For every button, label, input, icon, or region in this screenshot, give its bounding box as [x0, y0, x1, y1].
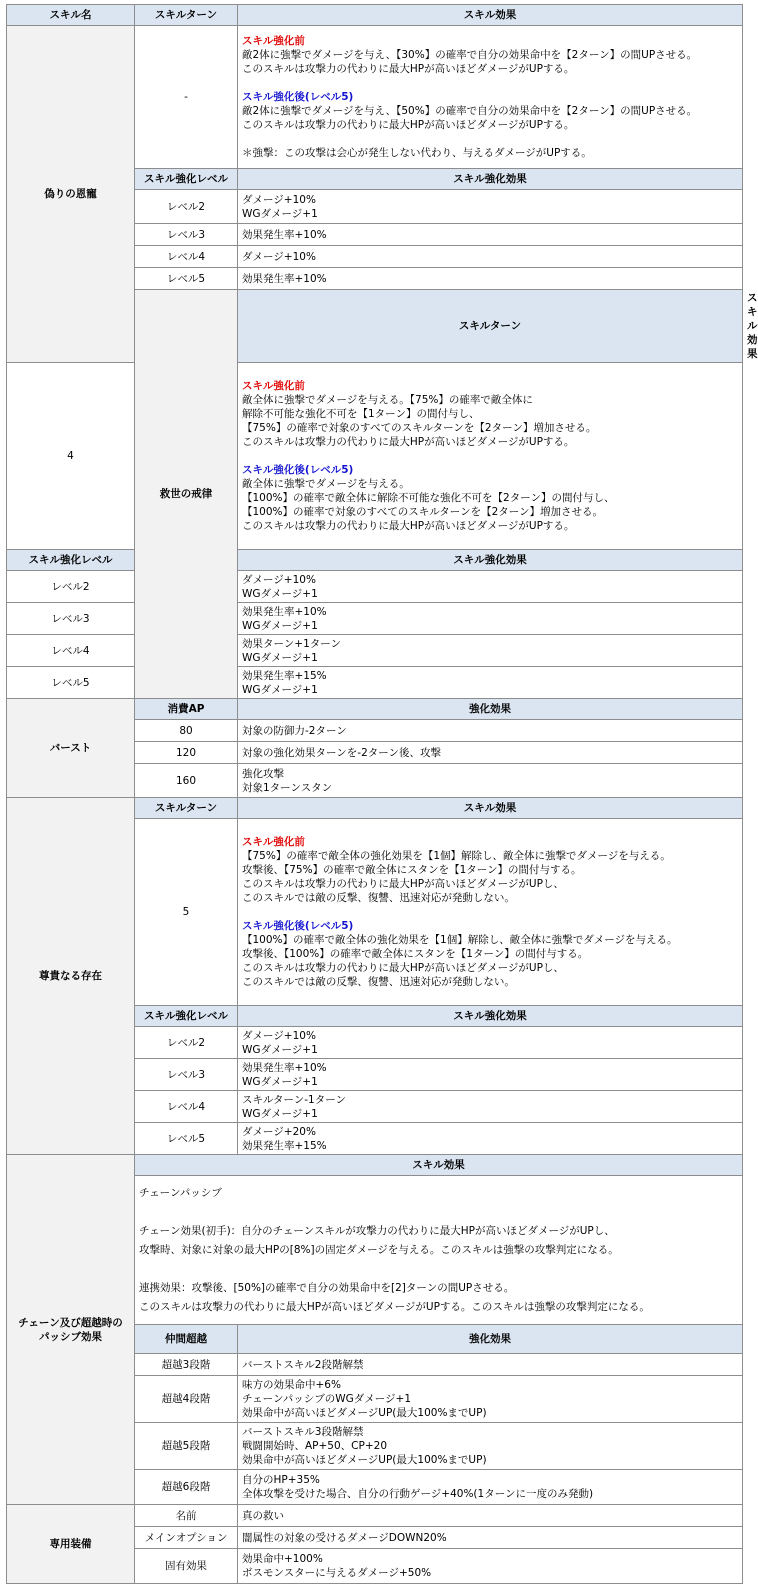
- transcend-header: 仲間超越: [135, 1325, 238, 1354]
- transcend-effect: バーストスキル2段階解禁: [238, 1354, 743, 1376]
- skill3-level: レベル2: [135, 1027, 238, 1059]
- skill2-turn: 4: [7, 363, 135, 550]
- enh-effect-header: スキル強化効果: [238, 550, 743, 571]
- skill1-level-effect: ダメージ+10%: [238, 246, 743, 268]
- skill3-turn: 5: [135, 819, 238, 1006]
- burst-effect: 強化攻撃 対象1ターンスタン: [238, 764, 743, 798]
- equip-name: 専用装備: [7, 1505, 135, 1584]
- enh-level-header: スキル強化レベル: [135, 1006, 238, 1027]
- chain-effect-header: スキル効果: [135, 1155, 743, 1176]
- skill2-level-effect: 効果ターン+1ターン WGダメージ+1: [238, 635, 743, 667]
- burst-ap-header: 消費AP: [135, 699, 238, 720]
- transcend-effect-header: 強化効果: [238, 1325, 743, 1354]
- skill1-level-effect: ダメージ+10% WGダメージ+1: [238, 190, 743, 224]
- skill1-post-text: 敵2体に強撃でダメージを与え、【50%】の確率で自分の効果命中を【2ターン】の間UPさせる。 このスキルは攻撃力の代わりに最大HPが高いほどダメージがUPする。: [242, 105, 698, 131]
- skill1-level: レベル5: [135, 268, 238, 290]
- skill2-effect: [238, 363, 743, 550]
- header-skill-turn: スキルターン: [135, 5, 238, 26]
- equip-label: 固有効果: [135, 1549, 238, 1584]
- enh-effect-header: スキル強化効果: [238, 1006, 743, 1027]
- header-skill-effect: スキル効果: [238, 798, 743, 819]
- skill3-level-effect: スキルターン-1ターン WGダメージ+1: [238, 1091, 743, 1123]
- equip-value: 闇属性の対象の受けるダメージDOWN20%: [238, 1527, 743, 1549]
- post-enhance-label: スキル強化後(レベル5): [242, 920, 354, 932]
- chain-effect-text: チェーン効果(初手)：自分のチェーンスキルが攻撃力の代わりに最大HPが高いほどダメージがUPし、 攻撃時、対象に対象の最大HPの[8%]の固定ダメージを与える。このスキルは強撃の攻撃判定になる。: [139, 1224, 619, 1256]
- header-skill-effect: スキル効果: [238, 5, 743, 26]
- burst-ap: 160: [135, 764, 238, 798]
- post-enhance-label: スキル強化後(レベル5): [242, 91, 354, 103]
- skill3-effect: [238, 819, 743, 1006]
- skill1-turn: -: [135, 26, 238, 169]
- skill3-level: レベル5: [135, 1123, 238, 1155]
- header-skill-name: スキル名: [7, 5, 135, 26]
- skill3-level-effect: ダメージ+10% WGダメージ+1: [238, 1027, 743, 1059]
- enh-effect-header: スキル強化効果: [238, 169, 743, 190]
- skill1-level: レベル4: [135, 246, 238, 268]
- chain-name: チェーン及び超越時の パッシブ効果: [7, 1155, 135, 1505]
- skill2-level-effect: ダメージ+10% WGダメージ+1: [238, 571, 743, 603]
- transcend-stage: 超越5段階: [135, 1423, 238, 1470]
- link-effect-text: 連携効果：攻撃後、[50%]の確率で自分の効果命中を[2]ターンの間UPさせる。 このスキルは攻撃力の代わりに最大HPが高いほどダメージがUPする。このスキルは強撃の攻撃判定になる。: [139, 1281, 650, 1313]
- skill1-note: ＊強撃：この攻撃は会心が発生しない代わり、与えるダメージがUPする。: [242, 147, 592, 159]
- skill-table: スキル名 スキルターン スキル効果 偽りの恩寵 - スキル強化前 敵2体に強撃でダメージを与え、【30%】の確率で自分の効果命中を【2ターン】の間UPさせる。 このスキルは攻撃力の代わりに最大HPが高いほどダメージがUPする。 スキル強化後(レベル5) 敵2体に強撃でダメージを与え、【50%】の確率で自分の効果命中を【2ターン】の間UPさせる。 このスキルは攻撃力の代わりに最大HPが高いほどダメージがUPする。 ＊強撃：この攻撃は会心が発生しない代わり、与えるダメージがUPする。 スキル強化レベル スキル強化効果 レベル2 ダメージ+10% WGダメージ+1 レベル3 効果発生率+10% レベル4 ダメージ+10% レベル5 効果発生率+10% 救世の戒律 スキルターン スキル効果 4 スキル強化前 敵全体に強撃でダメージを与える。【75%】の確率で敵全体に 解除不可能な強化不可を【1ターン】の間付与し、 【75%】の確率で対象のすべてのスキルターンを【2ターン】増加させる。 このスキルは攻撃力の代わりに最大HPが高いほどダメージがUPする。 スキル強化後(レベル5) 敵全体に強撃でダメージを与える。 【100%】の確率で敵全体に解除不可能な強化不可を【2ターン】の間付与し、 【100%】の確率で対象のすべてのスキルターンを【2ターン】増加させる。 このスキルは攻撃力の代わりに最大HPが高いほどダメージがUPする。 スキル強化レベル スキル強化効果 レベル2 ダメージ+10% WGダメージ+1 レベル3 効果発生率+10% WGダメージ+1 レベル4 効果ターン+1ターン WGダメージ+1 レベル5 効果発生率+15% WGダメージ+1 バースト 消費AP 強化効果 80 対象の防御力-2ターン 120 対象の強化効果ターンを-2ターン後、攻撃 160 強化攻撃 対象1ターンスタン 尊貴なる存在 スキルターン スキル効果 5 スキル強化前 【75%】の確率で敵全体の強化効果を【1個】解除し、敵全体に強撃でダメージを与える。 攻撃後、【75%】の確率で敵全体にスタンを【1ターン】の間付与する。 このスキルは攻撃力の代わりに最大HPが高いほどダメージがUPし、 このスキルでは敵の反撃、復讐、迅速対応が発動しない。 スキル強化後(レベル5) 【100%】の確率で敵全体の強化効果を【1個】解除し、敵全体に強撃でダメージを与える。 攻撃後、【100%】の確率で敵全体にスタンを【1ターン】の間付与する。 このスキルは攻撃力の代わりに最大HPが高いほどダメージがUPし、 このスキルでは敵の反撃、復讐、迅速対応が発動しない。 スキル強化レベル スキル強化効果 レベル2 ダメージ+10% WGダメージ+1 レベル3 効果発生率+10% WGダメージ+1 レベル4 スキルターン-1ターン WGダメージ+1 レベル5 ダメージ+20% 効果発生率+15% チェーン及び超越時の パッシブ効果 スキル効果 チェーンパッシブ チェーン効果(初手)：自分のチェーンスキルが攻撃力の代わりに最大HPが高いほどダメージがUPし、 攻撃時、対象に対象の最大HPの[8%]の固定ダメージを与える。このスキルは強撃の攻撃判定になる。 連携効果：攻撃後、[50%]の確率で自分の効果命中を[2]ターンの間UPさせる。 このスキルは攻撃力の代わりに最大HPが高いほどダメージがUPする。このスキルは強撃の攻撃判定になる。 仲間超越 強化効果 超越3段階 バーストスキル2段階解禁 超越4段階 味方の効果命中+6% チェーンパッシブのWGダメージ+1 効果命中が高いほどダメージUP(最大100%までUP) 超越5段階 バーストスキル3段階解禁 戦闘開始時、AP+50、CP+20 効果命中が高いほどダメージUP(最大100%までUP) 超越6段階 自分のHP+35% 全体攻撃を受けた場合、自分の行動ゲージ+40%(1ターンに一度のみ発動) 専用装備 名前 真の救い メインオプション 闇属性の対象の受けるダメージDOWN20% 固有効果 効果命中+100% ボスモンスターに与えるダメージ+50%: [6, 4, 743, 1584]
- skill2-level: レベル5: [7, 667, 135, 699]
- skill1-level-effect: 効果発生率+10%: [238, 224, 743, 246]
- pre-enhance-label: スキル強化前: [242, 836, 305, 848]
- enh-level-header: スキル強化レベル: [135, 169, 238, 190]
- transcend-stage: 超越6段階: [135, 1470, 238, 1505]
- equip-value: 真の救い: [238, 1505, 743, 1527]
- skill1-pre-text: 敵2体に強撃でダメージを与え、【30%】の確率で自分の効果命中を【2ターン】の間UPさせる。 このスキルは攻撃力の代わりに最大HPが高いほどダメージがUPする。: [242, 49, 698, 75]
- transcend-stage: 超越4段階: [135, 1376, 238, 1423]
- header-skill-turn: スキルターン: [135, 798, 238, 819]
- skill3-level: レベル3: [135, 1059, 238, 1091]
- transcend-effect: 自分のHP+35% 全体攻撃を受けた場合、自分の行動ゲージ+40%(1ターンに一度のみ発動): [238, 1470, 743, 1505]
- skill3-level-effect: 効果発生率+10% WGダメージ+1: [238, 1059, 743, 1091]
- skill3-post-text: 【100%】の確率で敵全体の強化効果を【1個】解除し、敵全体に強撃でダメージを与える。 攻撃後、【100%】の確率で敵全体にスタンを【1ターン】の間付与する。 このスキルは攻撃力の代わりに最大HPが高いほどダメージがUPし、 このスキルでは敵の反撃、復讐、迅速対応が発動しない。: [242, 934, 678, 988]
- skill3-name: 尊貴なる存在: [7, 798, 135, 1155]
- transcend-effect: バーストスキル3段階解禁 戦闘開始時、AP+50、CP+20 効果命中が高いほどダメージUP(最大100%までUP): [238, 1423, 743, 1470]
- post-enhance-label: スキル強化後(レベル5): [242, 464, 354, 476]
- skill2-level: レベル2: [7, 571, 135, 603]
- skill2-level-effect: 効果発生率+10% WGダメージ+1: [238, 603, 743, 635]
- burst-ap: 80: [135, 720, 238, 742]
- skill1-level: レベル3: [135, 224, 238, 246]
- enh-level-header: スキル強化レベル: [7, 550, 135, 571]
- transcend-effect: 味方の効果命中+6% チェーンパッシブのWGダメージ+1 効果命中が高いほどダメージUP(最大100%までUP): [238, 1376, 743, 1423]
- burst-ap: 120: [135, 742, 238, 764]
- burst-effect: 対象の強化効果ターンを-2ターン後、攻撃: [238, 742, 743, 764]
- skill1-name: 偽りの恩寵: [7, 26, 135, 363]
- equip-label: メインオプション: [135, 1527, 238, 1549]
- skill2-level: レベル3: [7, 603, 135, 635]
- header-skill-turn: スキルターン: [238, 290, 743, 363]
- skill1-level-effect: 効果発生率+10%: [238, 268, 743, 290]
- equip-value: 効果命中+100% ボスモンスターに与えるダメージ+50%: [238, 1549, 743, 1584]
- skill3-pre-text: 【75%】の確率で敵全体の強化効果を【1個】解除し、敵全体に強撃でダメージを与える。 攻撃後、【75%】の確率で敵全体にスタンを【1ターン】の間付与する。 このスキルは攻撃力の代わりに最大HPが高いほどダメージがUPし、 このスキルでは敵の反撃、復讐、迅速対応が発動しない。: [242, 850, 671, 904]
- equip-label: 名前: [135, 1505, 238, 1527]
- skill2-name: 救世の戒律: [135, 290, 238, 699]
- pre-enhance-label: スキル強化前: [242, 380, 305, 392]
- skill1-effect: [238, 26, 743, 169]
- skill2-level-effect: 効果発生率+15% WGダメージ+1: [238, 667, 743, 699]
- skill2-pre-text: 敵全体に強撃でダメージを与える。【75%】の確率で敵全体に 解除不可能な強化不可を【1ターン】の間付与し、 【75%】の確率で対象のすべてのスキルターンを【2ターン】増加させる。 このスキルは攻撃力の代わりに最大HPが高いほどダメージがUPする。: [242, 394, 597, 448]
- burst-effect: 対象の防御力-2ターン: [238, 720, 743, 742]
- skill1-level: レベル2: [135, 190, 238, 224]
- burst-effect-header: 強化効果: [238, 699, 743, 720]
- chain-passive-title: チェーンパッシブ: [139, 1186, 222, 1199]
- skill3-level-effect: ダメージ+20% 効果発生率+15%: [238, 1123, 743, 1155]
- burst-name: バースト: [7, 699, 135, 798]
- pre-enhance-label: スキル強化前: [242, 35, 305, 47]
- skill2-post-text: 敵全体に強撃でダメージを与える。 【100%】の確率で敵全体に解除不可能な強化不可を【2ターン】の間付与し、 【100%】の確率で対象のすべてのスキルターンを【2ターン】増加させる。 このスキルは攻撃力の代わりに最大HPが高いほどダメージがUPする。: [242, 478, 615, 532]
- skill2-level: レベル4: [7, 635, 135, 667]
- transcend-stage: 超越3段階: [135, 1354, 238, 1376]
- skill3-level: レベル4: [135, 1091, 238, 1123]
- chain-effect: [135, 1176, 743, 1325]
